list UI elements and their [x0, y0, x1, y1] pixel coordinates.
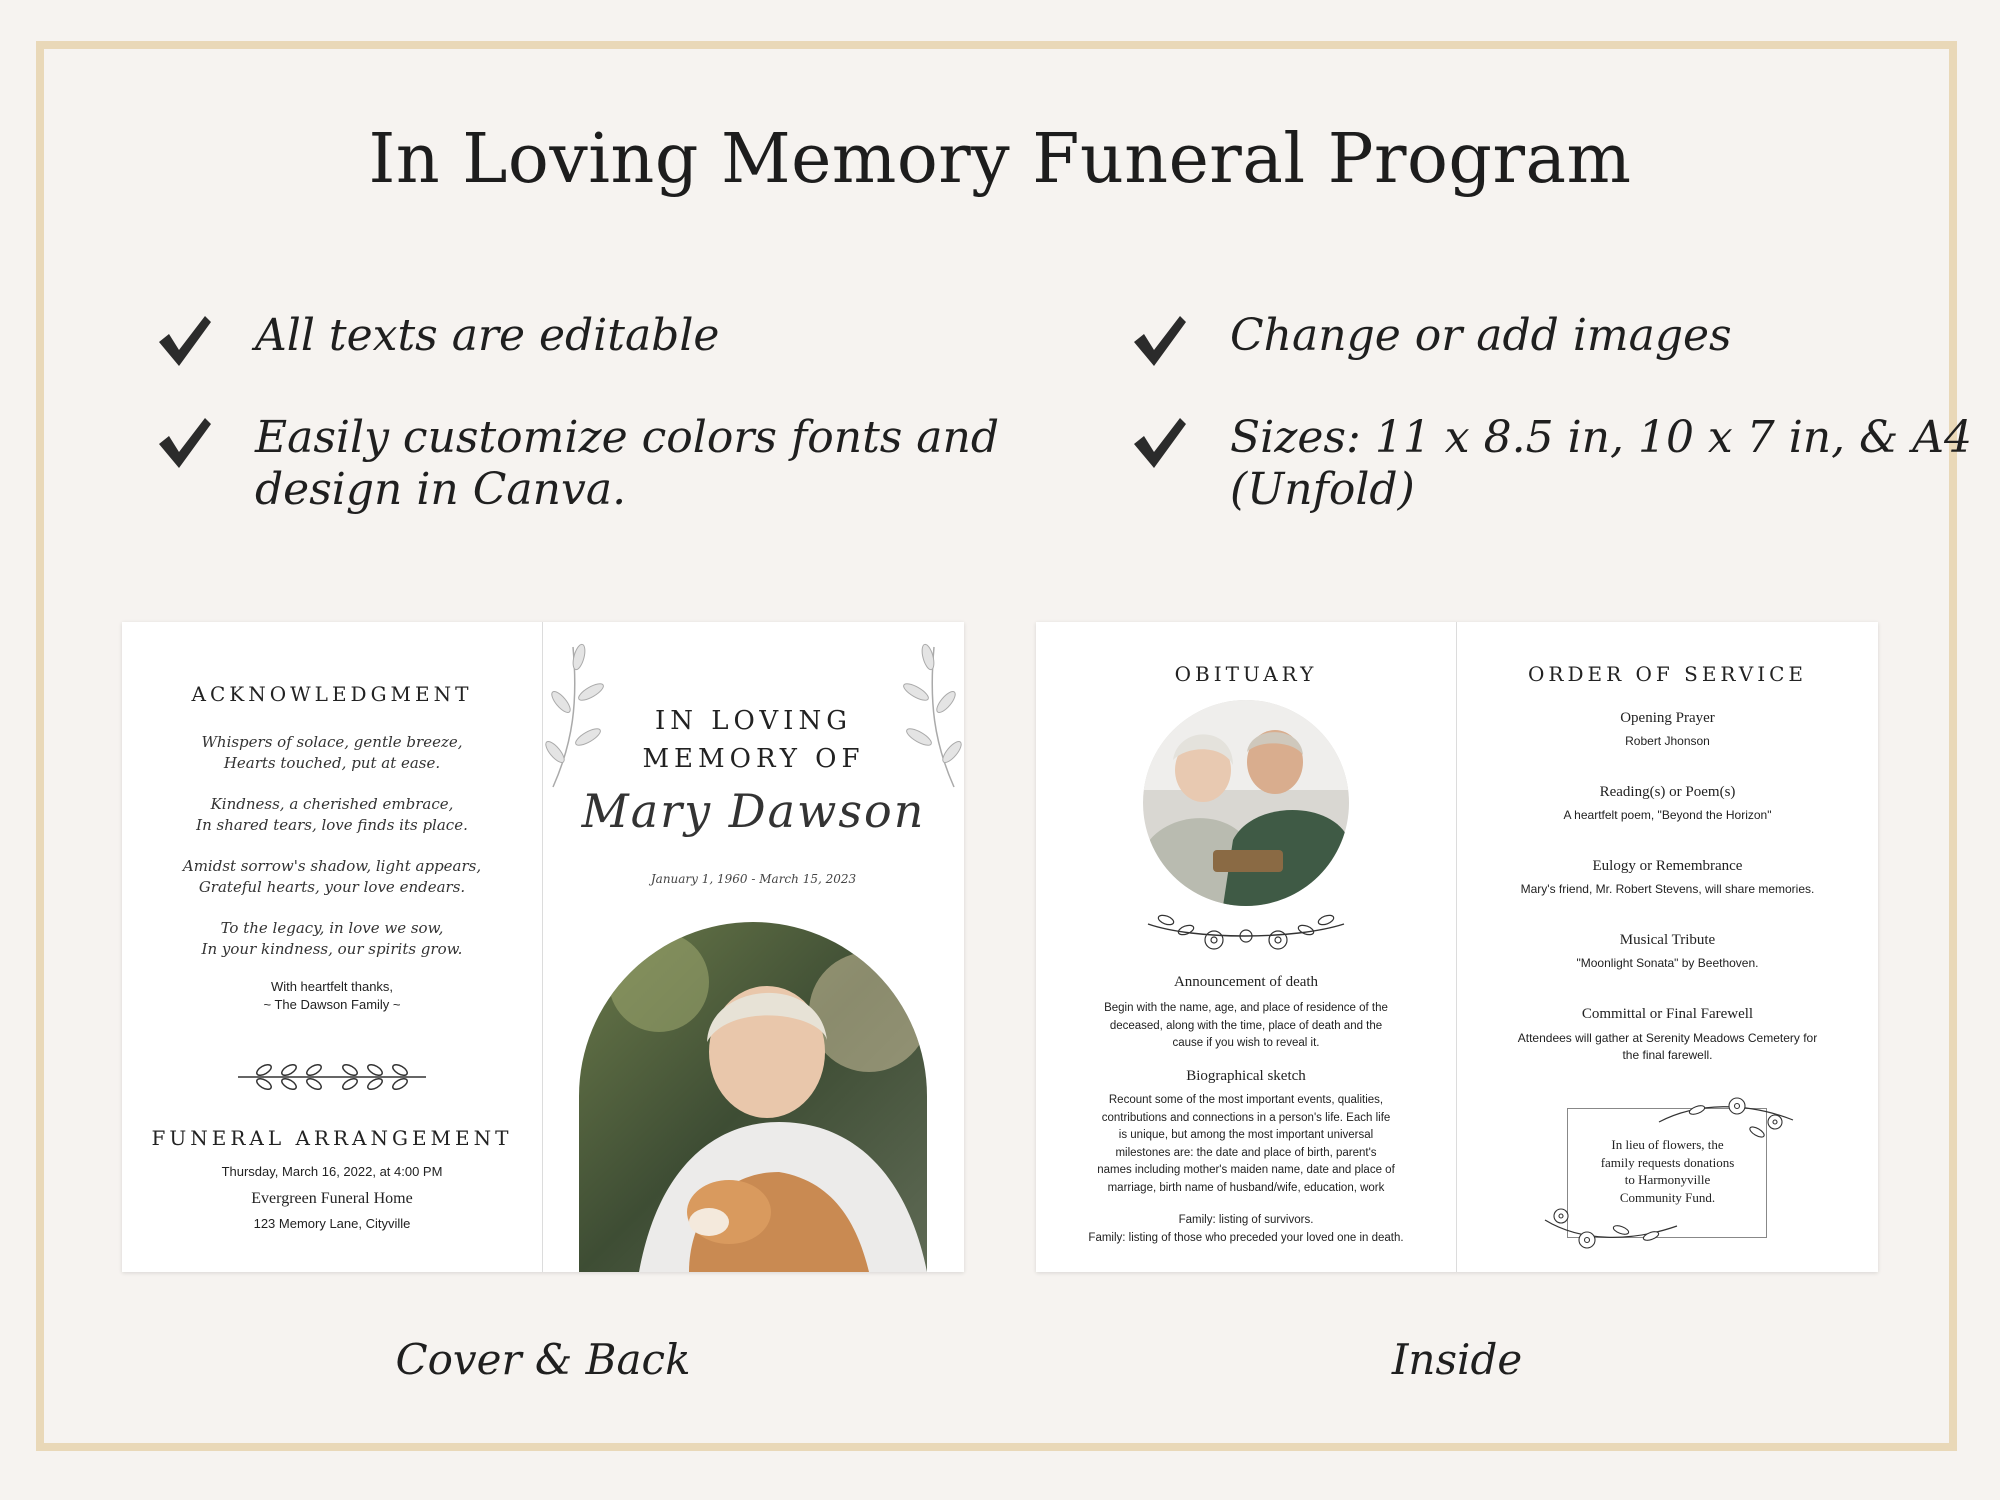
announcement-title: Announcement of death — [1173, 974, 1319, 990]
check-icon — [1130, 412, 1190, 472]
feature-item — [155, 310, 719, 370]
arrangement-heading: FUNERAL ARRANGEMENT — [151, 1126, 513, 1150]
text-line: names including mother's maiden name, date and place of — [1097, 1164, 1395, 1176]
text-line: family requests donations — [1600, 1154, 1735, 1170]
life-dates: January 1, 1960 - March 15, 2023 — [650, 872, 857, 886]
service-item-title: Eulogy or Remembrance — [1592, 858, 1743, 874]
thanks-block — [122, 978, 542, 1014]
check-icon — [155, 412, 215, 472]
cover-back-mockup — [122, 622, 964, 1272]
deceased-name: Mary Dawson — [581, 784, 926, 838]
flowers-note — [1567, 1136, 1768, 1206]
feature-text: All texts are editable — [255, 310, 720, 361]
text-line: to Harmonyville — [1624, 1172, 1711, 1187]
service-item-title: Committal or Final Farewell — [1581, 1006, 1754, 1022]
text-line: the final farewell. — [1622, 1048, 1713, 1062]
text-line: Recount some of the most important events, qualities, — [1108, 1094, 1384, 1106]
announcement-text — [1036, 1000, 1456, 1053]
check-icon — [155, 310, 215, 370]
poem-stanza — [122, 732, 542, 774]
feature-text: design in Canva. — [255, 464, 627, 515]
text-line: Family: listing of survivors. — [1178, 1214, 1314, 1226]
portrait-photo — [579, 922, 927, 1272]
feature-item — [1130, 310, 1732, 370]
obituary-panel — [1036, 622, 1456, 1272]
text-line: Begin with the name, age, and place of residence of the — [1104, 1002, 1388, 1014]
service-item-detail: Mary's friend, Mr. Robert Stevens, will share memories. — [1520, 882, 1815, 896]
cover-line-1: IN LOVING — [655, 706, 852, 736]
text-line: Attendees will gather at Serenity Meadows Cemetery for — [1517, 1031, 1818, 1045]
acknowledgment-heading: ACKNOWLEDGMENT — [191, 682, 473, 706]
service-item-detail — [1457, 1030, 1878, 1064]
text-line: cause if you wish to reveal it. — [1172, 1037, 1320, 1049]
inside-mockup — [1036, 622, 1878, 1272]
poem-stanza — [122, 918, 542, 960]
arrangement-datetime: Thursday, March 16, 2022, at 4:00 PM — [221, 1164, 443, 1179]
poem-stanza — [122, 856, 542, 898]
text-line: Community Fund. — [1619, 1189, 1716, 1205]
poem-line: In shared tears, love finds its place. — [196, 816, 468, 834]
thanks-text: With heartfelt thanks, — [270, 979, 394, 994]
feature-item — [155, 412, 999, 516]
feature-text: Easily customize colors fonts and — [255, 412, 1000, 463]
back-panel — [122, 622, 542, 1272]
couple-photo — [1143, 700, 1349, 906]
order-heading: ORDER OF SERVICE — [1527, 662, 1808, 686]
cover-panel — [543, 622, 964, 1272]
text-line: milestones are: the date and place of birth, parent's — [1115, 1146, 1377, 1159]
bio-text — [1036, 1092, 1456, 1197]
family-text — [1036, 1212, 1456, 1247]
poem-line: Amidst sorrow's shadow, light appears, — [182, 857, 482, 875]
cover-line-2: MEMORY OF — [642, 744, 865, 774]
service-item-detail: A heartfelt poem, "Beyond the Horizon" — [1563, 808, 1772, 822]
arrangement-venue: Evergreen Funeral Home — [251, 1190, 413, 1207]
floral-ornament-icon — [1144, 906, 1348, 954]
text-line: is unique, but among the most important universal — [1118, 1129, 1374, 1141]
text-line: deceased, along with the time, place of death and the — [1109, 1019, 1383, 1032]
poem-line: To the legacy, in love we sow, — [220, 919, 444, 937]
text-line: marriage, birth name of husband/wife, education, work — [1107, 1181, 1385, 1194]
service-item-detail: Robert Jhonson — [1625, 734, 1710, 748]
poem-line: Kindness, a cherished embrace, — [210, 795, 454, 813]
page-title: In Loving Memory Funeral Program — [368, 120, 1632, 199]
poem-line: In your kindness, our spirits grow. — [201, 940, 463, 958]
poem-line: Hearts touched, put at ease. — [223, 754, 441, 772]
check-icon — [1130, 310, 1190, 370]
feature-text: Change or add images — [1230, 310, 1732, 361]
obituary-heading: OBITUARY — [1174, 662, 1318, 686]
arrangement-address: 123 Memory Lane, Cityville — [253, 1216, 411, 1231]
text-line: Family: listing of those who preceded your loved one in death. — [1088, 1231, 1404, 1244]
laurel-ornament-icon — [234, 1054, 430, 1100]
service-item-title: Reading(s) or Poem(s) — [1599, 784, 1736, 800]
text-line: contributions and connections in a person's life. Each life — [1101, 1111, 1391, 1124]
order-panel — [1457, 622, 1878, 1272]
feature-item — [1130, 412, 1972, 516]
poem-line: Grateful hearts, your love endears. — [198, 878, 466, 896]
bio-title: Biographical sketch — [1186, 1068, 1306, 1084]
feature-text: (Unfold) — [1230, 464, 1415, 515]
feature-text: Sizes: 11 x 8.5 in, 10 x 7 in, & A4 — [1230, 412, 1973, 463]
family-signature: ~ The Dawson Family ~ — [263, 997, 401, 1012]
inside-caption: Inside — [1391, 1335, 1523, 1384]
service-item-title: Musical Tribute — [1619, 932, 1716, 948]
cover-back-caption: Cover & Back — [395, 1335, 691, 1384]
poem-line: Whispers of solace, gentle breeze, — [201, 733, 463, 751]
text-line: In lieu of flowers, the — [1611, 1137, 1724, 1152]
service-item-detail: "Moonlight Sonata" by Beethoven. — [1576, 956, 1759, 970]
poem-stanza — [122, 794, 542, 836]
service-item-title: Opening Prayer — [1620, 710, 1715, 726]
